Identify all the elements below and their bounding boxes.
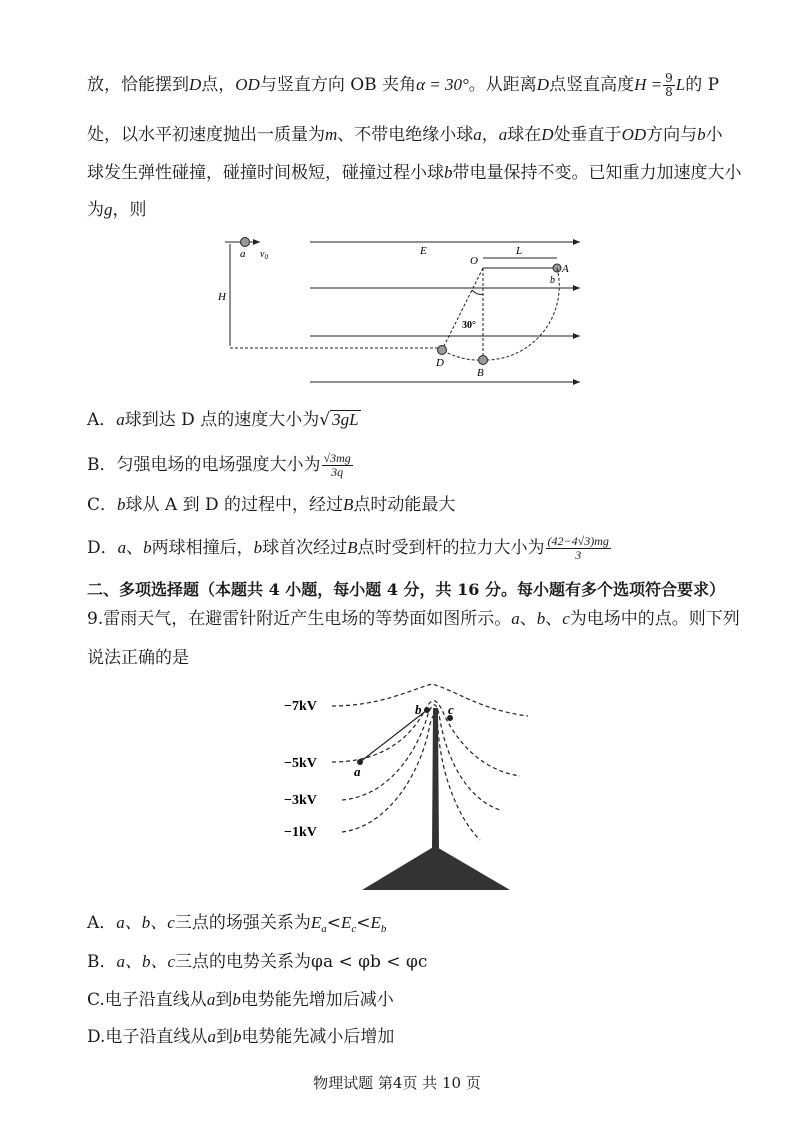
text: 到 xyxy=(215,990,233,1010)
text: 处垂直于 xyxy=(553,125,622,145)
subscript: a xyxy=(321,923,327,935)
text: 、 xyxy=(545,609,563,629)
rod-base xyxy=(362,846,510,890)
text: 的 P xyxy=(685,75,720,95)
line-a-to-b xyxy=(360,710,427,762)
var: L xyxy=(675,75,686,94)
equipotential-minus1kV xyxy=(342,715,480,840)
equipotential-minus7kV xyxy=(332,684,528,716)
text: 放，恰能摆到 xyxy=(87,75,189,95)
q9-stem-line-2 xyxy=(87,645,189,671)
text: 为电场中的点。则下列 xyxy=(569,609,740,629)
pendulum-field-figure xyxy=(200,230,600,390)
text: C.电子沿直线从 xyxy=(87,990,207,1010)
label-b: b xyxy=(550,275,555,286)
text: 电势能先增加后减小 xyxy=(240,990,394,1010)
field-fraction xyxy=(322,452,353,479)
ball-B xyxy=(479,356,488,365)
ball-a xyxy=(241,238,250,247)
label-minus7kV: −7kV xyxy=(284,699,317,714)
q9-option-A xyxy=(87,910,386,942)
text: 小 xyxy=(705,125,723,145)
label-angle: 30° xyxy=(462,320,476,331)
var: a xyxy=(498,125,508,144)
var: b xyxy=(444,163,453,182)
var: b xyxy=(697,125,706,144)
var: a xyxy=(511,609,520,628)
potential-relation: φa < φb < φc xyxy=(311,952,428,972)
var: a、b、c xyxy=(116,913,175,932)
option-letter: B． xyxy=(87,952,117,972)
text: 球从 A 到 D 的过程中，经过 xyxy=(125,495,344,515)
var: b xyxy=(143,538,152,557)
var: a xyxy=(207,1027,216,1046)
label-a: a xyxy=(240,248,246,260)
var: g xyxy=(104,200,113,219)
var: B xyxy=(347,538,358,557)
label-E: E xyxy=(420,245,427,257)
sqrt-body: 3gL xyxy=(332,410,359,429)
q8-option-B xyxy=(87,452,354,479)
label-H: H xyxy=(218,291,226,303)
text: < xyxy=(326,913,341,933)
var: a xyxy=(117,538,127,557)
label-v0-sub: 0 xyxy=(264,253,268,261)
label-minus5kV: −5kV xyxy=(284,756,317,771)
q9-stem-line-1 xyxy=(87,606,740,632)
page-footer xyxy=(0,1072,794,1093)
option-letter: A． xyxy=(87,410,117,430)
sqrt-sign: √ xyxy=(319,410,331,430)
label-point-a: a xyxy=(354,764,361,779)
text: ，则 xyxy=(112,200,147,220)
intro-line-4 xyxy=(87,197,147,223)
height-fraction xyxy=(663,72,675,99)
text: 点时动能最大 xyxy=(353,495,456,515)
label-O: O xyxy=(470,255,478,267)
text: D.电子沿直线从 xyxy=(87,1027,208,1047)
text: 说法正确的是 xyxy=(87,648,189,668)
label-minus1kV: −1kV xyxy=(284,825,317,840)
option-letter: C． xyxy=(87,495,118,515)
text: 球发生弹性碰撞，碰撞时间极短，碰撞过程小球 xyxy=(87,163,444,183)
text: 、 xyxy=(126,538,144,558)
var: D xyxy=(189,75,202,94)
option-letter: A． xyxy=(87,913,117,933)
frac-num: 9 xyxy=(665,71,673,85)
q8-option-D xyxy=(87,535,612,562)
intro-line-3 xyxy=(87,160,742,186)
var: a xyxy=(206,990,216,1009)
label-point-b: b xyxy=(415,702,422,717)
text: 到 xyxy=(215,1027,233,1047)
subscript: c xyxy=(351,923,357,935)
var: OD xyxy=(235,75,260,94)
text: 方向与 xyxy=(646,125,698,145)
var: E xyxy=(340,913,352,932)
text: 9.雷雨天气，在避雷针附近产生电场的等势面如图所示。 xyxy=(87,609,512,629)
text: 球到达 D 点的速度大小为 xyxy=(124,410,320,430)
option-letter: D． xyxy=(87,538,118,558)
text: 球首次经过 xyxy=(262,538,348,558)
text: ， xyxy=(481,125,499,145)
var: b xyxy=(253,538,263,557)
ball-D xyxy=(438,346,447,355)
var: b xyxy=(117,495,126,514)
label-minus3kV: −3kV xyxy=(284,793,317,808)
var: a xyxy=(116,410,125,429)
var: a xyxy=(473,125,482,144)
text: 三点的电势关系为 xyxy=(175,952,312,972)
text: 球在 xyxy=(507,125,542,145)
text: 点时受到杆的拉力大小为 xyxy=(357,538,545,558)
lightning-rod xyxy=(432,708,439,850)
text: 两球相撞后， xyxy=(151,538,254,558)
var: b xyxy=(232,1027,242,1046)
var: B xyxy=(343,495,354,514)
text: 与竖直方向 OB 夹角 xyxy=(259,75,417,95)
text: 。从距离 xyxy=(468,75,537,95)
var: b xyxy=(536,609,546,628)
label-D: D xyxy=(436,357,444,369)
text: 处，以水平初速度抛出一质量为 xyxy=(87,125,325,145)
q8-option-C xyxy=(87,492,455,518)
var: b xyxy=(232,990,241,1009)
var: D xyxy=(541,125,554,144)
q8-option-A xyxy=(87,407,361,433)
q9-option-B xyxy=(87,949,427,975)
section-heading xyxy=(87,577,725,603)
tension-fraction xyxy=(546,535,611,562)
var: m xyxy=(325,125,338,144)
text: 点竖直高度 xyxy=(549,75,635,95)
label-L: L xyxy=(516,245,523,257)
text: < xyxy=(356,913,371,933)
frac-den: 3 xyxy=(575,548,582,562)
label-point-c: c xyxy=(448,702,454,717)
footer-text: 物理试题 第4页 共 10 页 xyxy=(313,1074,481,1092)
point-b xyxy=(424,707,430,713)
frac-den: 8 xyxy=(665,85,673,99)
text: 带电量保持不变。已知重力加速度大小 xyxy=(452,163,742,183)
var: D xyxy=(536,75,550,94)
label-v0 xyxy=(260,249,268,261)
text: 为 xyxy=(87,200,104,220)
text: 三点的场强关系为 xyxy=(174,913,311,933)
intro-line-2 xyxy=(87,122,723,148)
var: OD xyxy=(621,125,647,144)
alpha-value: α = 30° xyxy=(416,75,469,94)
var: c xyxy=(562,609,570,628)
q9-option-C xyxy=(87,987,394,1013)
var: E xyxy=(310,913,322,932)
label-v: v xyxy=(260,249,265,260)
line-OD xyxy=(442,268,483,350)
label-A: A xyxy=(562,263,569,275)
text: 、 xyxy=(519,609,537,629)
frac-den: 3q xyxy=(331,465,344,479)
intro-line-1 xyxy=(87,72,719,99)
text: 、不带电绝缘小球 xyxy=(337,125,474,145)
text: B．匀强电场的电场强度大小为 xyxy=(87,455,321,475)
frac-num: (42−4√3)mg xyxy=(547,534,609,548)
text: 点， xyxy=(201,75,236,95)
var: H = xyxy=(634,75,663,94)
heading-text: 二、多项选择题（本题共 4 小题，每小题 4 分，共 16 分。每小题有多个选项符合要求） xyxy=(87,580,725,599)
var: a、b、c xyxy=(116,952,176,971)
label-B: B xyxy=(477,367,484,379)
q9-option-D xyxy=(87,1024,394,1050)
text: 电势能先减小后增加 xyxy=(241,1027,395,1047)
frac-num: √3mg xyxy=(323,451,351,465)
subscript: b xyxy=(380,923,387,935)
lightning-rod-figure xyxy=(270,670,540,900)
angle-arc xyxy=(472,290,483,295)
var: E xyxy=(370,913,381,932)
